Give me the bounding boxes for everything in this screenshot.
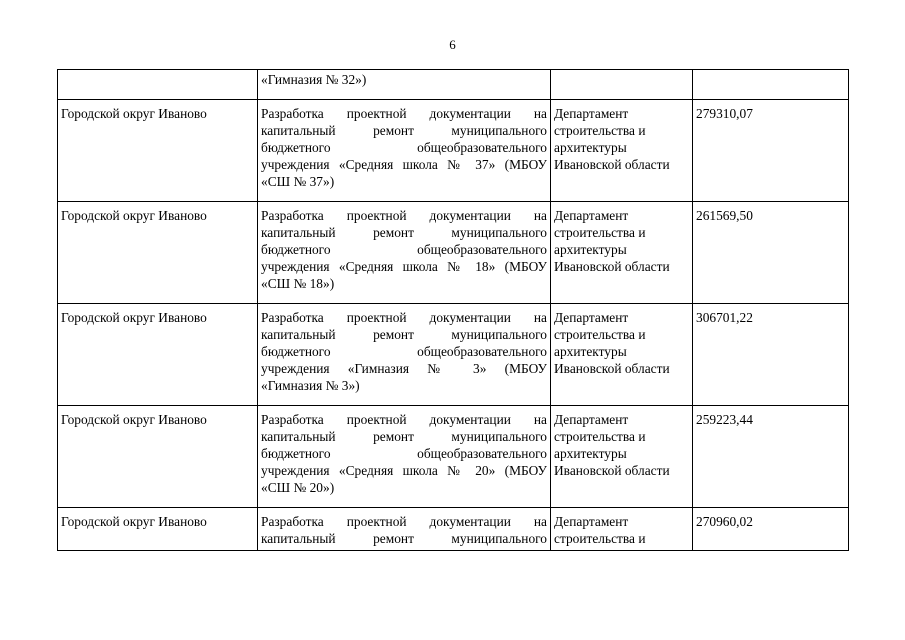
description-line: Разработка проектной документации на: [261, 310, 547, 325]
description-line: Разработка проектной документации на: [261, 412, 547, 427]
municipality-cell: Городской округ Иваново: [58, 304, 258, 406]
department-line: Ивановской области: [554, 157, 670, 173]
department-cell: [551, 304, 693, 406]
funding-table: [57, 69, 849, 551]
description-cell: [258, 508, 551, 551]
amount-cell: 270960,02: [693, 508, 849, 551]
description-cell: [258, 304, 551, 406]
description-cell: [258, 406, 551, 508]
municipality-cell: Городской округ Иваново: [58, 508, 258, 551]
amount-cell: 306701,22: [693, 304, 849, 406]
department-line: Департамент: [554, 106, 629, 121]
description-line: капитальный ремонт муниципального: [261, 531, 547, 547]
amount-cell: [693, 70, 849, 100]
description-line: «Гимназия № 3»): [261, 378, 360, 394]
description-line: капитальный ремонт муниципального: [261, 327, 547, 343]
municipality-cell: Городской округ Иваново: [58, 100, 258, 202]
table-row-continuation: [58, 70, 849, 100]
table-row: [58, 100, 849, 202]
department-line: архитектуры: [554, 140, 627, 156]
department-line: архитектуры: [554, 344, 627, 360]
description-cell: [258, 70, 551, 100]
description-line: бюджетного общеобразовательного: [261, 242, 547, 258]
department-cell: [551, 70, 693, 100]
table-row: [58, 202, 849, 304]
amount-cell: 279310,07: [693, 100, 849, 202]
description-line: «Гимназия № 32»): [261, 72, 367, 87]
description-line: «СШ № 18»): [261, 276, 335, 292]
department-line: Департамент: [554, 412, 629, 427]
department-line: Ивановской области: [554, 463, 670, 479]
description-line: капитальный ремонт муниципального: [261, 429, 547, 445]
description-line: учреждения «Средняя школа № 20» (МБОУ: [261, 463, 547, 479]
description-line: бюджетного общеобразовательного: [261, 446, 547, 462]
table-row: [58, 508, 849, 551]
description-cell: [258, 100, 551, 202]
department-line: строительства и: [554, 225, 646, 241]
description-cell: [258, 202, 551, 304]
description-line: капитальный ремонт муниципального: [261, 225, 547, 241]
department-cell: [551, 202, 693, 304]
department-cell: [551, 406, 693, 508]
description-line: Разработка проектной документации на: [261, 106, 547, 121]
municipality-cell: Городской округ Иваново: [58, 202, 258, 304]
department-line: Департамент: [554, 514, 629, 529]
department-cell: [551, 508, 693, 551]
description-line: «СШ № 37»): [261, 174, 335, 190]
department-line: архитектуры: [554, 242, 627, 258]
description-line: учреждения «Средняя школа № 18» (МБОУ: [261, 259, 547, 275]
department-line: Ивановской области: [554, 259, 670, 275]
description-line: учреждения «Средняя школа № 37» (МБОУ: [261, 157, 547, 173]
description-line: бюджетного общеобразовательного: [261, 140, 547, 156]
description-line: Разработка проектной документации на: [261, 208, 547, 223]
description-line: «СШ № 20»): [261, 480, 335, 496]
description-line: капитальный ремонт муниципального: [261, 123, 547, 139]
department-line: строительства и: [554, 123, 646, 139]
department-line: Департамент: [554, 208, 629, 223]
amount-cell: 261569,50: [693, 202, 849, 304]
amount-cell: 259223,44: [693, 406, 849, 508]
department-line: строительства и: [554, 531, 646, 547]
department-line: архитектуры: [554, 446, 627, 462]
description-line: Разработка проектной документации на: [261, 514, 547, 529]
municipality-cell: Городской округ Иваново: [58, 406, 258, 508]
department-line: строительства и: [554, 429, 646, 445]
department-line: Ивановской области: [554, 361, 670, 377]
page-number: 6: [449, 37, 456, 52]
department-line: строительства и: [554, 327, 646, 343]
municipality-cell: [58, 70, 258, 100]
table-row: [58, 304, 849, 406]
description-line: учреждения «Гимназия № 3» (МБОУ: [261, 361, 547, 377]
description-line: бюджетного общеобразовательного: [261, 344, 547, 360]
department-line: Департамент: [554, 310, 629, 325]
department-cell: [551, 100, 693, 202]
table-row: [58, 406, 849, 508]
